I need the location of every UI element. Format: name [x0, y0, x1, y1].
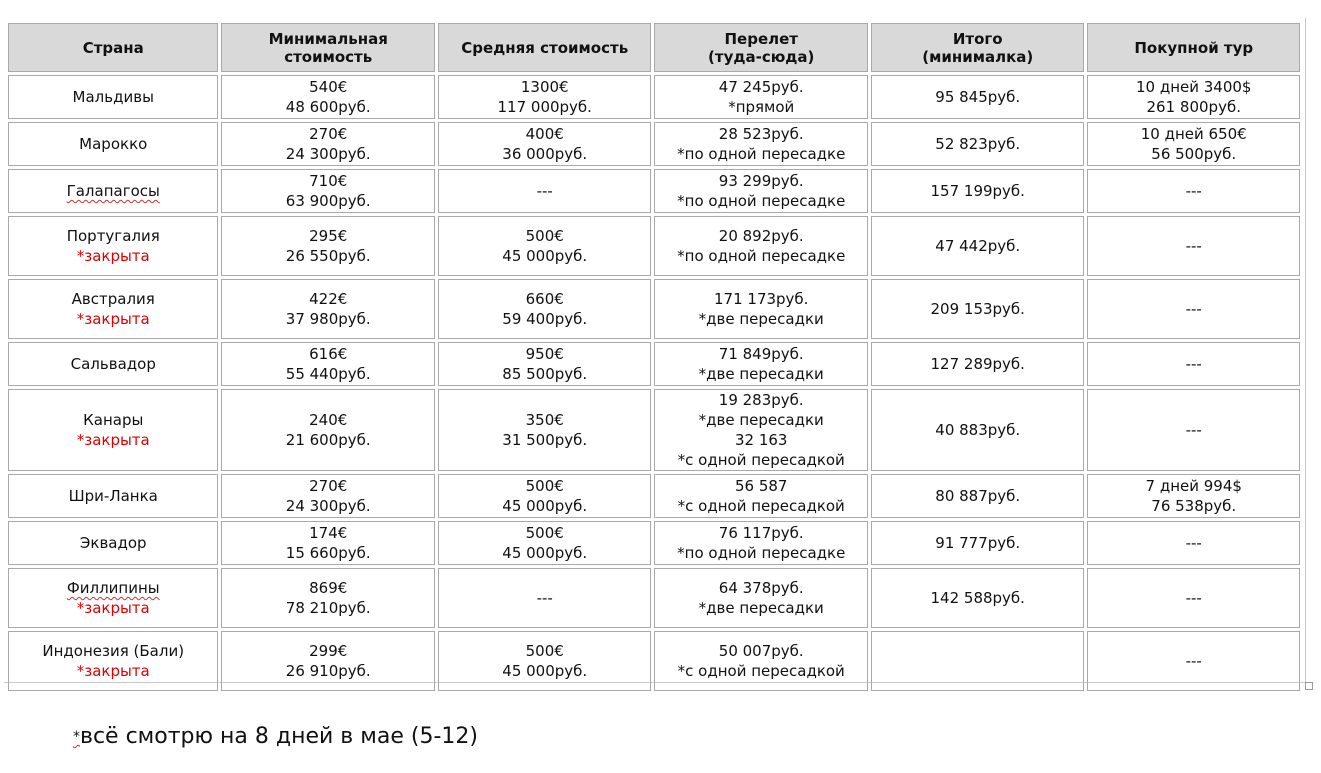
- flight-cell[interactable]: [654, 75, 868, 119]
- cell-line: 50 007руб.: [718, 642, 804, 660]
- flight-cell[interactable]: [654, 216, 868, 276]
- header-text-line: Перелет: [724, 29, 798, 48]
- total-cell[interactable]: [871, 568, 1085, 628]
- country-name: Галапагосы: [66, 182, 160, 200]
- cell-line: 270€: [309, 477, 348, 495]
- cell-line: ---: [1185, 182, 1202, 200]
- cell-line: *с одной пересадкой: [677, 662, 845, 680]
- total-value: 91 777руб.: [935, 534, 1021, 552]
- table-row: [8, 75, 1300, 119]
- cell-line: ---: [1185, 300, 1202, 318]
- total-value: 209 153руб.: [930, 300, 1025, 318]
- footnote-star: *: [73, 729, 80, 745]
- table-row: [8, 122, 1300, 166]
- cell-line: *по одной пересадке: [677, 544, 846, 562]
- cell-line: 59 400руб.: [502, 310, 588, 328]
- country-cell[interactable]: [8, 122, 218, 166]
- cell-line: ---: [1185, 421, 1202, 439]
- cell-line: 1300€: [520, 78, 569, 96]
- min-cost-cell[interactable]: [221, 122, 435, 166]
- cell-line: 660€: [525, 290, 564, 308]
- country-cell[interactable]: [8, 279, 218, 339]
- cell-line: 270€: [309, 125, 348, 143]
- cell-line: 15 660руб.: [285, 544, 371, 562]
- cell-line: 500€: [525, 524, 564, 542]
- cell-line: 240€: [309, 411, 348, 429]
- cell-line: 299€: [309, 642, 348, 660]
- cell-line: ---: [536, 589, 553, 607]
- total-value: 157 199руб.: [930, 182, 1025, 200]
- min-cost-cell[interactable]: [221, 216, 435, 276]
- header-text-line: Страна: [82, 38, 144, 57]
- flight-cell[interactable]: [654, 389, 868, 471]
- total-cell[interactable]: [871, 279, 1085, 339]
- total-value: 52 823руб.: [935, 135, 1021, 153]
- total-cell[interactable]: [871, 75, 1085, 119]
- cell-line: 36 000руб.: [502, 145, 588, 163]
- table-resize-handle[interactable]: [1305, 682, 1313, 690]
- cell-line: 71 849руб.: [718, 345, 804, 363]
- cell-line: 950€: [525, 345, 564, 363]
- table-row: [8, 568, 1300, 628]
- cell-line: 261 800руб.: [1146, 98, 1241, 116]
- flight-cell[interactable]: [654, 521, 868, 565]
- total-cell[interactable]: [871, 216, 1085, 276]
- cell-line: 295€: [309, 227, 348, 245]
- cell-line: 20 892руб.: [718, 227, 804, 245]
- min-cost-cell[interactable]: [221, 474, 435, 518]
- cell-line: 48 600руб.: [285, 98, 371, 116]
- table-row: [8, 216, 1300, 276]
- tour-cell[interactable]: [1087, 342, 1300, 386]
- table-row: [8, 342, 1300, 386]
- total-cell[interactable]: [871, 169, 1085, 213]
- tour-cell[interactable]: [1087, 474, 1300, 518]
- country-name: Сальвадор: [70, 355, 156, 373]
- cell-line: 45 000руб.: [502, 662, 588, 680]
- tour-cell[interactable]: [1087, 75, 1300, 119]
- cell-line: *по одной пересадке: [677, 145, 846, 163]
- cell-line: 500€: [525, 227, 564, 245]
- cell-line: 616€: [309, 345, 348, 363]
- tour-cell[interactable]: [1087, 216, 1300, 276]
- min-cost-cell[interactable]: [221, 389, 435, 471]
- header-total: [871, 23, 1085, 72]
- header-min-cost: [221, 23, 435, 72]
- country-name: Индонезия (Бали): [42, 642, 185, 660]
- header-text-line: Средняя стоимость: [461, 38, 629, 57]
- min-cost-cell[interactable]: [221, 521, 435, 565]
- avg-cost-cell[interactable]: [438, 279, 652, 339]
- cell-line: 10 дней 650€: [1140, 125, 1247, 143]
- cell-line: 63 900руб.: [285, 192, 371, 210]
- cell-line: *две пересадки: [698, 365, 824, 383]
- cell-line: 78 210руб.: [285, 599, 371, 617]
- cell-line: 422€: [309, 290, 348, 308]
- min-cost-cell[interactable]: [221, 568, 435, 628]
- cell-line: 31 500руб.: [502, 431, 588, 449]
- country-name: Португалия: [66, 227, 160, 245]
- cell-line: 76 538руб.: [1151, 497, 1237, 515]
- cell-line: ---: [1185, 355, 1202, 373]
- country-name: Мальдивы: [72, 88, 154, 106]
- avg-cost-cell[interactable]: [438, 389, 652, 471]
- total-value: 80 887руб.: [935, 487, 1021, 505]
- cell-line: ---: [1185, 237, 1202, 255]
- avg-cost-cell[interactable]: [438, 342, 652, 386]
- closed-status: *закрыта: [76, 431, 150, 449]
- header-flight: [654, 23, 868, 72]
- country-name: Шри-Ланка: [68, 487, 158, 505]
- tours-table: [5, 20, 1303, 694]
- table-header: [8, 23, 1300, 72]
- total-cell[interactable]: [871, 122, 1085, 166]
- cell-line: 45 000руб.: [502, 247, 588, 265]
- cell-line: 55 440руб.: [285, 365, 371, 383]
- cell-line: 64 378руб.: [718, 579, 804, 597]
- cell-line: 24 300руб.: [285, 497, 371, 515]
- cell-line: *прямой: [728, 98, 795, 116]
- header-text-line: Итого: [952, 29, 1003, 48]
- cell-line: 500€: [525, 477, 564, 495]
- header-text-line: (минималка): [922, 47, 1034, 66]
- cell-line: 10 дней 3400$: [1135, 78, 1252, 96]
- closed-status: *закрыта: [76, 247, 150, 265]
- tour-cell[interactable]: [1087, 631, 1300, 691]
- tour-cell[interactable]: [1087, 521, 1300, 565]
- total-cell[interactable]: [871, 631, 1085, 691]
- cell-line: 19 283руб.: [718, 391, 804, 409]
- total-value: 142 588руб.: [930, 589, 1025, 607]
- cell-line: 37 980руб.: [285, 310, 371, 328]
- table-row: [8, 279, 1300, 339]
- total-cell[interactable]: [871, 342, 1085, 386]
- cell-line: 540€: [309, 78, 348, 96]
- footnote: [73, 722, 478, 752]
- cell-line: 56 587: [734, 477, 788, 495]
- cell-line: *по одной пересадке: [677, 192, 846, 210]
- country-cell[interactable]: [8, 474, 218, 518]
- cell-line: *с одной пересадкой: [677, 451, 845, 469]
- cell-line: ---: [536, 182, 553, 200]
- cell-line: 32 163: [734, 431, 788, 449]
- total-value: 95 845руб.: [935, 88, 1021, 106]
- country-cell[interactable]: [8, 216, 218, 276]
- cell-line: ---: [1185, 589, 1202, 607]
- header-avg-cost: [438, 23, 652, 72]
- country-name: Австралия: [71, 290, 155, 308]
- header-row: [8, 23, 1300, 72]
- cell-line: *с одной пересадкой: [677, 497, 845, 515]
- avg-cost-cell[interactable]: [438, 169, 652, 213]
- cell-line: ---: [1185, 534, 1202, 552]
- avg-cost-cell[interactable]: [438, 474, 652, 518]
- total-cell[interactable]: [871, 389, 1085, 471]
- total-cell[interactable]: [871, 521, 1085, 565]
- header-text-line: (туда-сюда): [708, 47, 815, 66]
- cell-line: *две пересадки: [698, 411, 824, 429]
- cell-line: 26 550руб.: [285, 247, 371, 265]
- country-name: Марокко: [79, 135, 148, 153]
- tour-cell[interactable]: [1087, 568, 1300, 628]
- closed-status: *закрыта: [76, 662, 150, 680]
- cell-line: 869€: [309, 579, 348, 597]
- cell-line: 28 523руб.: [718, 125, 804, 143]
- cell-line: *две пересадки: [698, 599, 824, 617]
- flight-cell[interactable]: [654, 122, 868, 166]
- total-value: 127 289руб.: [930, 355, 1025, 373]
- cell-line: 93 299руб.: [718, 172, 804, 190]
- tour-cell[interactable]: [1087, 279, 1300, 339]
- header-text-line: Покупной тур: [1134, 38, 1254, 57]
- country-cell[interactable]: [8, 389, 218, 471]
- cell-line: 76 117руб.: [718, 524, 804, 542]
- country-cell[interactable]: [8, 631, 218, 691]
- avg-cost-cell[interactable]: [438, 122, 652, 166]
- table-body: [8, 75, 1300, 691]
- table-row: [8, 169, 1300, 213]
- flight-cell[interactable]: [654, 279, 868, 339]
- closed-status: *закрыта: [76, 310, 150, 328]
- cell-line: 24 300руб.: [285, 145, 371, 163]
- flight-cell[interactable]: [654, 342, 868, 386]
- cell-line: 45 000руб.: [502, 544, 588, 562]
- cell-line: 500€: [525, 642, 564, 660]
- cell-line: 117 000руб.: [497, 98, 592, 116]
- avg-cost-cell[interactable]: [438, 521, 652, 565]
- table-row: [8, 631, 1300, 691]
- avg-cost-cell[interactable]: [438, 631, 652, 691]
- cell-line: 174€: [309, 524, 348, 542]
- cell-line: 710€: [309, 172, 348, 190]
- tour-cell[interactable]: [1087, 169, 1300, 213]
- country-name: Эквадор: [79, 534, 147, 552]
- footnote-text: всё смотрю на 8 дней в мае (5-12): [80, 724, 478, 749]
- country-cell[interactable]: [8, 521, 218, 565]
- table-row: [8, 474, 1300, 518]
- table-row: [8, 389, 1300, 471]
- country-name: Канары: [83, 411, 144, 429]
- cell-line: 171 173руб.: [714, 290, 809, 308]
- country-cell[interactable]: [8, 568, 218, 628]
- min-cost-cell[interactable]: [221, 631, 435, 691]
- closed-status: *закрыта: [76, 599, 150, 617]
- cell-line: 400€: [525, 125, 564, 143]
- avg-cost-cell[interactable]: [438, 568, 652, 628]
- header-country: [8, 23, 218, 72]
- flight-cell[interactable]: [654, 474, 868, 518]
- cell-line: 350€: [525, 411, 564, 429]
- total-value: 40 883руб.: [935, 421, 1021, 439]
- tour-cell[interactable]: [1087, 389, 1300, 471]
- cell-line: 47 245руб.: [718, 78, 804, 96]
- flight-cell[interactable]: [654, 568, 868, 628]
- avg-cost-cell[interactable]: [438, 216, 652, 276]
- total-value: 47 442руб.: [935, 237, 1021, 255]
- country-cell[interactable]: [8, 75, 218, 119]
- total-cell[interactable]: [871, 474, 1085, 518]
- min-cost-cell[interactable]: [221, 75, 435, 119]
- country-cell[interactable]: [8, 342, 218, 386]
- country-name: Филлипины: [66, 579, 160, 597]
- min-cost-cell[interactable]: [221, 342, 435, 386]
- table-row: [8, 521, 1300, 565]
- min-cost-cell[interactable]: [221, 279, 435, 339]
- flight-cell[interactable]: [654, 631, 868, 691]
- header-text-line: Минимальная: [268, 29, 388, 48]
- header-tour: [1087, 23, 1300, 72]
- cell-line: 26 910руб.: [285, 662, 371, 680]
- cell-line: 21 600руб.: [285, 431, 371, 449]
- cell-line: ---: [1185, 652, 1202, 670]
- cell-line: 85 500руб.: [502, 365, 588, 383]
- cell-line: *две пересадки: [698, 310, 824, 328]
- min-cost-cell[interactable]: [221, 169, 435, 213]
- header-text-line: стоимость: [284, 47, 373, 66]
- avg-cost-cell[interactable]: [438, 75, 652, 119]
- tour-cell[interactable]: [1087, 122, 1300, 166]
- cell-line: *по одной пересадке: [677, 247, 846, 265]
- cell-line: 56 500руб.: [1151, 145, 1237, 163]
- country-cell[interactable]: [8, 169, 218, 213]
- cell-line: 7 дней 994$: [1145, 477, 1242, 495]
- flight-cell[interactable]: [654, 169, 868, 213]
- cell-line: 45 000руб.: [502, 497, 588, 515]
